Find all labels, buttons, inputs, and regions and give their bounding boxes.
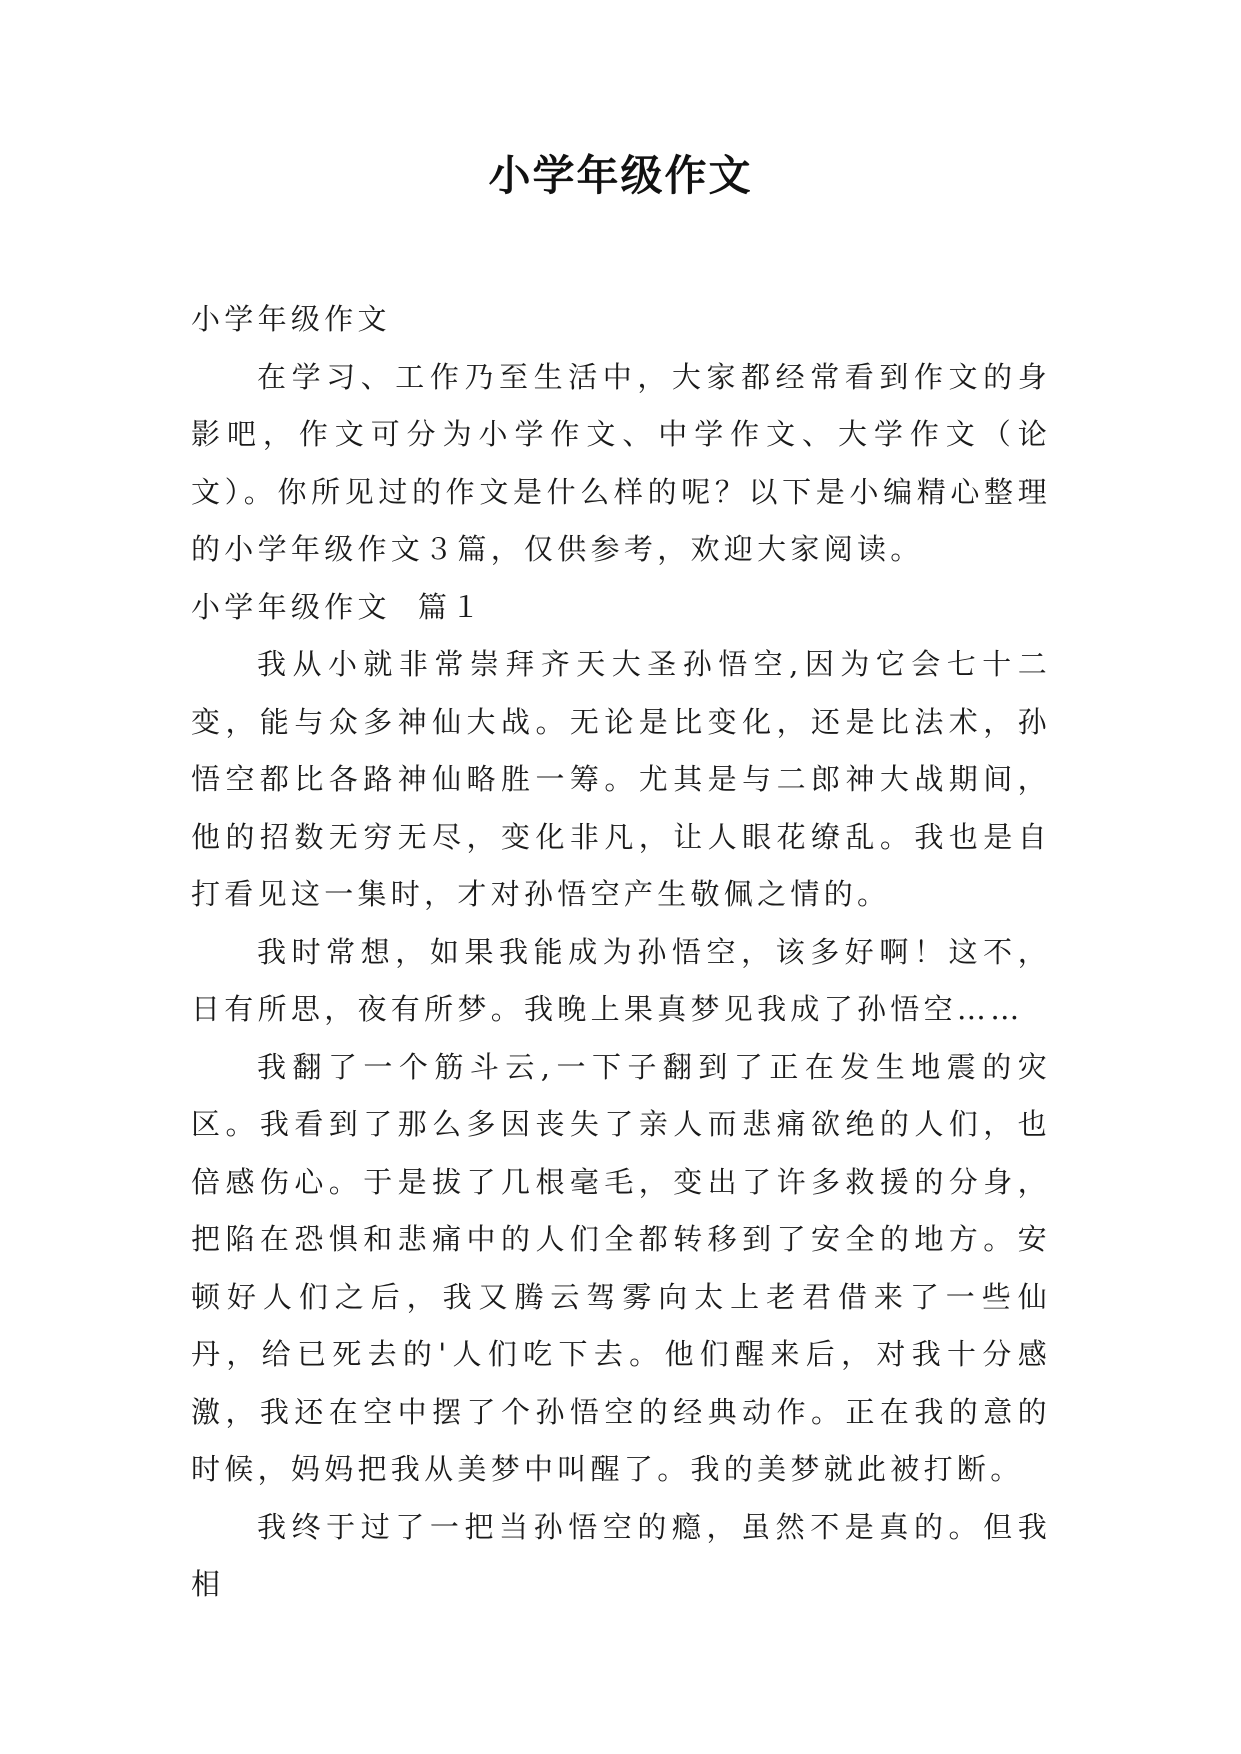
document-title: 小学年级作文 — [488, 151, 753, 200]
essay-1-paragraph-2: 我时常想，如果我能成为孙悟空，该多好啊！这不，日有所思，夜有所梦。我晚上果真梦见我成了孙悟空…… — [191, 934, 1051, 1026]
intro-heading: 小学年级作文 — [191, 302, 391, 336]
essay-1-paragraph-1: 我从小就非常崇拜齐天大圣孙悟空,因为它会七十二变，能与众多神仙大战。无论是比变化，还是比法术，孙悟空都比各路神仙略胜一筹。尤其是与二郎神大战期间，他的招数无穷无尽，变化非凡，让人眼花缭乱。我也是自打看见这一集时，才对孙悟空产生敬佩之情的。 — [191, 647, 1051, 911]
intro-paragraph: 在学习、工作乃至生活中，大家都经常看到作文的身影吧，作文可分为小学作文、中学作文、大学作文（论文）。你所见过的作文是什么样的呢？以下是小编精心整理的小学年级作文３篇，仅供参考，欢迎大家阅读。 — [191, 359, 1051, 566]
essay-1-paragraph-3: 我翻了一个筋斗云,一下子翻到了正在发生地震的灾区。我看到了那么多因丧失了亲人而悲痛欲绝的人们，也倍感伤心。于是拔了几根毫毛，变出了许多救援的分身，把陷在恐惧和悲痛中的人们全都转移到了安全的地方。安顿好人们之后，我又腾云驾雾向太上老君借来了一些仙丹，给已死去的'人们吃下去。他们醒来后，对我十分感激，我还在空中摆了个孙悟空的经典动作。正在我的意的时候，妈妈把我从美梦中叫醒了。我的美梦就此被打断。 — [191, 1049, 1051, 1486]
essay-1-heading: 小学年级作文 篇１ — [191, 589, 485, 624]
essay-1-paragraph-4: 我终于过了一把当孙悟空的瘾，虽然不是真的。但我相 — [191, 1509, 1051, 1601]
document-body — [191, 291, 1051, 1614]
